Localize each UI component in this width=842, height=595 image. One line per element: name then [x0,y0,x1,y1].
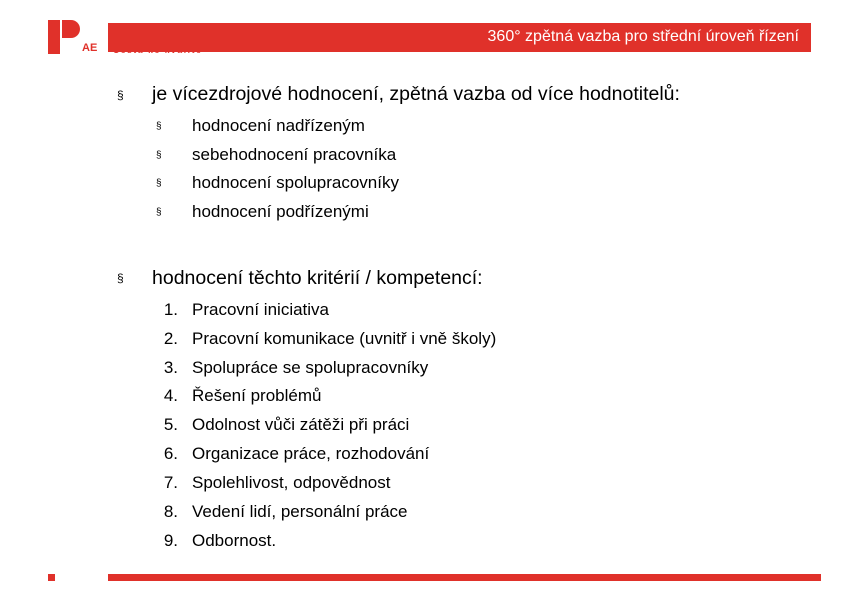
list-number: 4. [163,386,178,405]
footer-bar [108,574,821,581]
logo-mark-stem [48,20,60,54]
list-item: Odolnost vůči zátěži při práci [192,415,410,434]
logo-mark-bowl [62,20,80,38]
list-number: 6. [163,444,178,463]
list-number: 9. [163,531,178,550]
list-item: Pracovní iniciativa [192,300,330,319]
list-item: Vedení lidí, personální práce [192,502,408,521]
list-bullet: § [156,178,162,189]
list-item: hodnocení podřízenými [192,202,369,221]
list-number: 8. [163,502,178,521]
list-item: Řešení problémů [192,386,322,405]
list-item: sebehodnocení pracovníka [192,145,397,164]
section-bullet: § [117,88,124,102]
section-heading: je vícezdrojové hodnocení, zpětná vazba od více hodnotitelů: [152,83,680,105]
list-number: 7. [163,473,178,492]
list-number: 2. [163,329,178,348]
list-item: Odbornost. [192,531,277,550]
list-item: hodnocení nadřízeným [192,116,365,135]
list-item: Spolupráce se spolupracovníky [192,358,429,377]
section-heading: hodnocení těchto kritérií / kompetencí: [152,267,483,289]
list-bullet: § [156,207,162,218]
list-item: Pracovní komunikace (uvnitř i vně školy) [192,329,497,348]
list-item: hodnocení spolupracovníky [192,173,399,192]
footer-square [48,574,55,581]
list-item: Spolehlivost, odpovědnost [192,473,391,492]
section-bullet: § [117,271,124,285]
list-bullet: § [156,121,162,132]
list-number: 5. [163,415,178,434]
page-title: 360° zpětná vazba pro střední úroveň řízení [487,28,799,45]
list-number: 3. [163,358,178,377]
header-bar [108,23,811,52]
list-bullet: § [156,150,162,161]
list-item: Organizace práce, rozhodování [192,444,430,463]
logo [48,18,108,56]
list-number: 1. [163,300,178,319]
logo-text: AE [82,42,98,54]
